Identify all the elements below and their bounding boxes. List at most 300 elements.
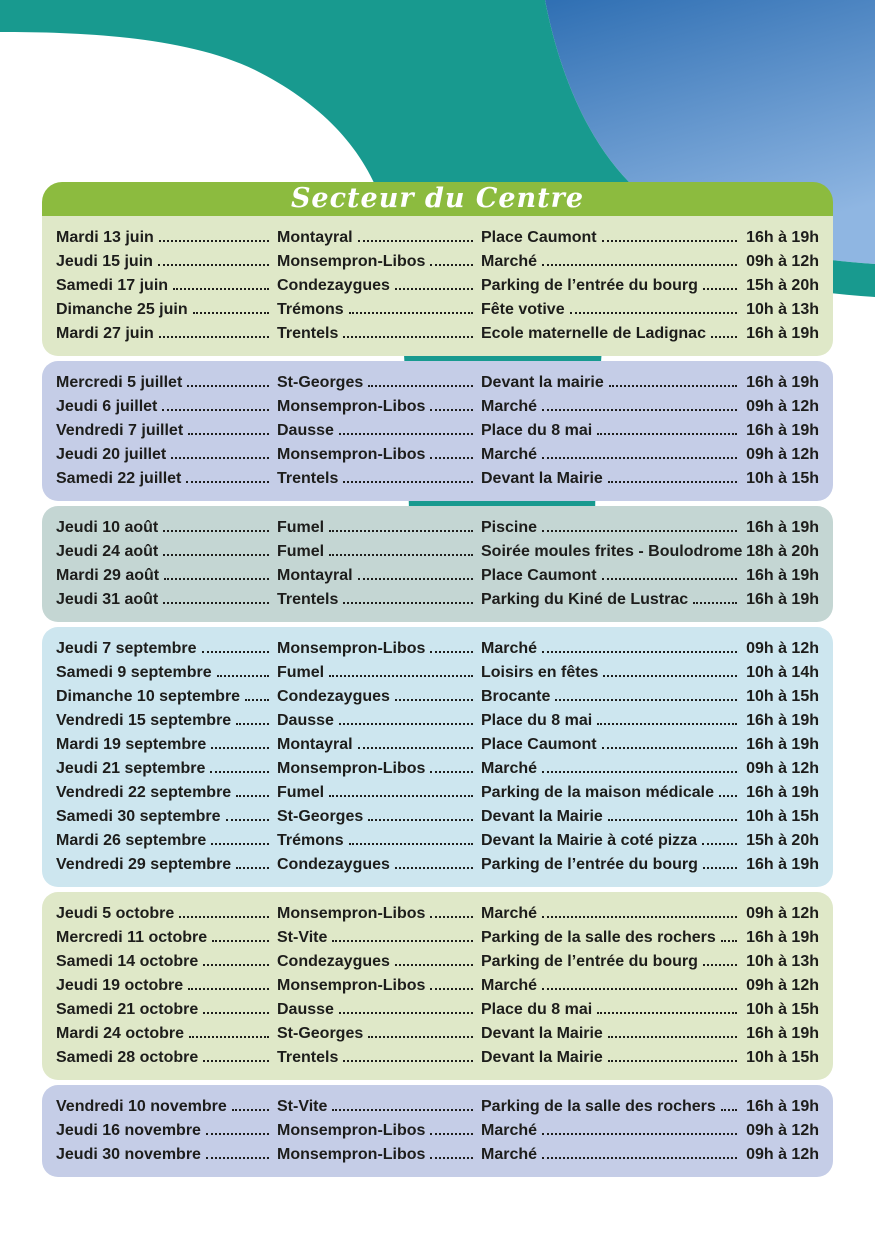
event-location-cell <box>277 664 481 682</box>
event-time-cell <box>745 422 819 440</box>
event-place-cell <box>481 253 745 271</box>
month-section-novembre <box>42 1085 833 1177</box>
event-location: Condezaygues <box>277 953 390 970</box>
event-date: Vendredi 10 novembre <box>56 1098 227 1115</box>
event-place: Devant la Mairie <box>481 1025 603 1042</box>
event-time-cell <box>745 784 819 802</box>
dotted-leader <box>349 312 473 314</box>
event-location: Fumel <box>277 664 325 681</box>
dotted-leader <box>608 481 737 483</box>
event-date-cell <box>56 1049 277 1067</box>
event-place: Marché <box>481 640 538 657</box>
event-location: Trentels <box>277 470 339 487</box>
event-date-cell <box>56 1025 277 1043</box>
dotted-leader <box>702 843 737 845</box>
dotted-leader <box>358 578 473 580</box>
event-location: Montayral <box>277 229 353 246</box>
event-location-cell <box>277 543 481 561</box>
dotted-leader <box>202 651 270 653</box>
table-row <box>56 853 819 877</box>
dotted-leader <box>171 457 269 459</box>
event-location-cell <box>277 905 481 923</box>
event-date: Mardi 19 septembre <box>56 736 207 753</box>
dotted-leader <box>542 651 737 653</box>
event-place: Ecole maternelle de Ladignac <box>481 325 706 342</box>
dotted-leader <box>542 457 737 459</box>
event-date: Jeudi 7 septembre <box>56 640 197 657</box>
event-date: Samedi 14 octobre <box>56 953 199 970</box>
event-place: Marché <box>481 398 538 415</box>
event-time: 10h à 15h <box>746 1001 819 1018</box>
dotted-leader <box>602 747 737 749</box>
event-time-cell <box>745 977 819 995</box>
event-place: Devant la Mairie <box>481 1049 603 1066</box>
event-location-cell <box>277 832 481 850</box>
event-time: 16h à 19h <box>746 1025 819 1042</box>
event-place: Marché <box>481 253 538 270</box>
event-time-cell <box>745 688 819 706</box>
event-time: 09h à 12h <box>746 1146 819 1163</box>
event-place: Marché <box>481 1146 538 1163</box>
event-date: Jeudi 31 août <box>56 591 159 608</box>
event-time: 16h à 19h <box>746 712 819 729</box>
event-date-cell <box>56 398 277 416</box>
event-location-cell <box>277 929 481 947</box>
table-row <box>56 902 819 926</box>
dotted-leader <box>206 1133 269 1135</box>
table-row <box>56 1022 819 1046</box>
event-time: 16h à 19h <box>746 567 819 584</box>
event-date-cell <box>56 422 277 440</box>
event-time: 16h à 19h <box>746 229 819 246</box>
event-location: Monsempron-Libos <box>277 977 426 994</box>
event-location-cell <box>277 277 481 295</box>
dotted-leader <box>163 554 269 556</box>
month-section-septembre <box>42 627 833 887</box>
event-location-cell <box>277 519 481 537</box>
event-date: Jeudi 10 août <box>56 519 159 536</box>
table-row <box>56 467 819 491</box>
dotted-leader <box>603 675 737 677</box>
event-time-cell <box>745 277 819 295</box>
dotted-leader <box>395 964 473 966</box>
dotted-leader <box>339 1012 473 1014</box>
event-date: Jeudi 6 juillet <box>56 398 158 415</box>
dotted-leader <box>542 1133 737 1135</box>
event-date: Samedi 21 octobre <box>56 1001 199 1018</box>
table-row <box>56 805 819 829</box>
event-time: 09h à 12h <box>746 977 819 994</box>
event-place: Parking de la maison médicale <box>481 784 714 801</box>
month-section-aout <box>42 506 833 622</box>
dotted-leader <box>703 964 737 966</box>
event-date-cell <box>56 832 277 850</box>
dotted-leader <box>395 699 473 701</box>
dotted-leader <box>555 699 737 701</box>
dotted-leader <box>245 699 269 701</box>
event-location: Montayral <box>277 736 353 753</box>
event-place-cell <box>481 470 745 488</box>
event-location-cell <box>277 712 481 730</box>
dotted-leader <box>211 843 269 845</box>
event-place: Parking de l’entrée du bourg <box>481 277 698 294</box>
table-row <box>56 685 819 709</box>
event-place-cell <box>481 591 745 609</box>
event-location: Monsempron-Libos <box>277 760 426 777</box>
event-time-cell <box>745 1001 819 1019</box>
dotted-leader <box>542 264 737 266</box>
dotted-leader <box>187 385 269 387</box>
event-location: Trentels <box>277 325 339 342</box>
dotted-leader <box>343 336 473 338</box>
event-location-cell <box>277 1049 481 1067</box>
event-location: Dausse <box>277 1001 334 1018</box>
dotted-leader <box>721 1109 737 1111</box>
event-place-cell <box>481 688 745 706</box>
event-time: 16h à 19h <box>746 856 819 873</box>
event-date: Dimanche 25 juin <box>56 301 188 318</box>
event-date-cell <box>56 736 277 754</box>
event-location: Dausse <box>277 422 334 439</box>
dotted-leader <box>430 988 473 990</box>
event-date: Samedi 28 octobre <box>56 1049 199 1066</box>
dotted-leader <box>339 723 473 725</box>
dotted-leader <box>203 964 269 966</box>
dotted-leader <box>358 747 473 749</box>
event-date: Jeudi 15 juin <box>56 253 153 270</box>
event-time-cell <box>745 712 819 730</box>
dotted-leader <box>430 916 473 918</box>
dotted-leader <box>597 433 737 435</box>
event-location: Trentels <box>277 591 339 608</box>
event-time-cell <box>745 325 819 343</box>
event-date: Mardi 13 juin <box>56 229 154 246</box>
event-time: 16h à 19h <box>746 422 819 439</box>
event-date-cell <box>56 760 277 778</box>
event-time: 09h à 12h <box>746 760 819 777</box>
table-row <box>56 274 819 298</box>
event-time-cell <box>745 543 819 561</box>
dotted-leader <box>329 554 473 556</box>
event-place-cell <box>481 1098 745 1116</box>
event-time-cell <box>745 808 819 826</box>
event-place: Piscine <box>481 519 538 536</box>
event-date-cell <box>56 977 277 995</box>
event-time-cell <box>745 760 819 778</box>
event-place: Parking de l’entrée du bourg <box>481 953 698 970</box>
dotted-leader <box>430 1157 473 1159</box>
event-place: Parking de la salle des rochers <box>481 929 716 946</box>
month-section-juillet <box>42 361 833 501</box>
event-place: Soirée moules frites - Boulodrome <box>481 543 743 560</box>
event-place-cell <box>481 808 745 826</box>
dotted-leader <box>430 1133 473 1135</box>
event-location: St-Georges <box>277 808 364 825</box>
event-date-cell <box>56 688 277 706</box>
dotted-leader <box>349 843 473 845</box>
dotted-leader <box>162 409 269 411</box>
dotted-leader <box>602 240 737 242</box>
event-location-cell <box>277 591 481 609</box>
event-location: Trémons <box>277 301 344 318</box>
dotted-leader <box>542 1157 737 1159</box>
event-place-cell <box>481 325 745 343</box>
event-time: 10h à 13h <box>746 301 819 318</box>
event-location-cell <box>277 1146 481 1164</box>
event-place-cell <box>481 301 745 319</box>
event-time: 16h à 19h <box>746 929 819 946</box>
event-date: Jeudi 30 novembre <box>56 1146 201 1163</box>
event-time: 16h à 19h <box>746 519 819 536</box>
event-time: 16h à 19h <box>746 591 819 608</box>
event-time: 16h à 19h <box>746 325 819 342</box>
dotted-leader <box>430 409 473 411</box>
event-date: Mercredi 11 octobre <box>56 929 208 946</box>
table-row <box>56 298 819 322</box>
event-place-cell <box>481 277 745 295</box>
event-place-cell <box>481 1001 745 1019</box>
table-row <box>56 371 819 395</box>
dotted-leader <box>721 940 737 942</box>
event-location: Monsempron-Libos <box>277 905 426 922</box>
event-place-cell <box>481 519 745 537</box>
table-row <box>56 1095 819 1119</box>
event-date-cell <box>56 229 277 247</box>
table-row <box>56 950 819 974</box>
event-time: 18h à 20h <box>746 543 819 560</box>
event-location: Monsempron-Libos <box>277 253 426 270</box>
dotted-leader <box>430 771 473 773</box>
event-place-cell <box>481 1146 745 1164</box>
event-time-cell <box>745 664 819 682</box>
event-date-cell <box>56 543 277 561</box>
event-place: Fête votive <box>481 301 565 318</box>
event-location-cell <box>277 567 481 585</box>
event-place: Marché <box>481 977 538 994</box>
event-time: 15h à 20h <box>746 277 819 294</box>
event-date-cell <box>56 325 277 343</box>
event-place-cell <box>481 1122 745 1140</box>
event-place-cell <box>481 374 745 392</box>
event-place-cell <box>481 398 745 416</box>
event-date-cell <box>56 784 277 802</box>
event-place: Parking de l’entrée du bourg <box>481 856 698 873</box>
event-place-cell <box>481 567 745 585</box>
table-row <box>56 540 819 564</box>
event-location-cell <box>277 301 481 319</box>
event-time: 10h à 15h <box>746 1049 819 1066</box>
dotted-leader <box>232 1109 269 1111</box>
dotted-leader <box>570 312 737 314</box>
dotted-leader <box>703 288 737 290</box>
dotted-leader <box>329 795 473 797</box>
event-time-cell <box>745 905 819 923</box>
table-row <box>56 564 819 588</box>
dotted-leader <box>693 602 737 604</box>
event-location-cell <box>277 398 481 416</box>
event-time: 09h à 12h <box>746 253 819 270</box>
dotted-leader <box>597 723 737 725</box>
event-location-cell <box>277 953 481 971</box>
event-time-cell <box>745 1025 819 1043</box>
event-place-cell <box>481 712 745 730</box>
dotted-leader <box>211 747 269 749</box>
event-time-cell <box>745 301 819 319</box>
event-date: Mardi 29 août <box>56 567 160 584</box>
event-location-cell <box>277 808 481 826</box>
event-location: St-Georges <box>277 374 364 391</box>
dotted-leader <box>343 602 473 604</box>
event-place-cell <box>481 422 745 440</box>
dotted-leader <box>609 385 737 387</box>
event-location: Condezaygues <box>277 277 390 294</box>
event-location: Condezaygues <box>277 856 390 873</box>
dotted-leader <box>343 1060 473 1062</box>
event-time-cell <box>745 567 819 585</box>
event-date: Mardi 24 octobre <box>56 1025 185 1042</box>
table-row <box>56 829 819 853</box>
event-time: 16h à 19h <box>746 374 819 391</box>
event-date-cell <box>56 591 277 609</box>
event-location-cell <box>277 446 481 464</box>
event-location-cell <box>277 422 481 440</box>
event-date-cell <box>56 664 277 682</box>
event-place: Devant la mairie <box>481 374 604 391</box>
event-place-cell <box>481 760 745 778</box>
event-time-cell <box>745 1146 819 1164</box>
dotted-leader <box>329 675 473 677</box>
event-date-cell <box>56 301 277 319</box>
event-place: Marché <box>481 905 538 922</box>
event-time: 10h à 15h <box>746 808 819 825</box>
event-location: Trentels <box>277 1049 339 1066</box>
dotted-leader <box>236 795 269 797</box>
dotted-leader <box>159 336 269 338</box>
event-location-cell <box>277 325 481 343</box>
event-place: Brocante <box>481 688 551 705</box>
event-place-cell <box>481 543 745 561</box>
event-time-cell <box>745 1049 819 1067</box>
event-date-cell <box>56 640 277 658</box>
dotted-leader <box>368 385 473 387</box>
event-time-cell <box>745 519 819 537</box>
event-date-cell <box>56 712 277 730</box>
section-header-bar <box>42 182 833 216</box>
dotted-leader <box>608 819 737 821</box>
dotted-leader <box>542 916 737 918</box>
event-place: Marché <box>481 760 538 777</box>
event-place-cell <box>481 640 745 658</box>
dotted-leader <box>193 312 269 314</box>
event-date-cell <box>56 1098 277 1116</box>
table-row <box>56 1119 819 1143</box>
event-date: Samedi 9 septembre <box>56 664 212 681</box>
dotted-leader <box>602 578 737 580</box>
schedule-sections <box>42 216 833 1177</box>
dotted-leader <box>210 771 269 773</box>
event-date-cell <box>56 446 277 464</box>
dotted-leader <box>186 481 269 483</box>
event-location-cell <box>277 253 481 271</box>
event-date-cell <box>56 1146 277 1164</box>
event-date: Samedi 30 septembre <box>56 808 221 825</box>
table-row <box>56 637 819 661</box>
event-time: 10h à 13h <box>746 953 819 970</box>
event-place: Place Caumont <box>481 229 597 246</box>
event-location: Condezaygues <box>277 688 390 705</box>
event-time: 10h à 15h <box>746 470 819 487</box>
event-location: Fumel <box>277 519 325 536</box>
dotted-leader <box>542 771 737 773</box>
event-date: Jeudi 16 novembre <box>56 1122 201 1139</box>
event-time-cell <box>745 1122 819 1140</box>
event-place-cell <box>481 977 745 995</box>
table-row <box>56 926 819 950</box>
table-row <box>56 974 819 998</box>
event-place-cell <box>481 905 745 923</box>
event-time-cell <box>745 253 819 271</box>
dotted-leader <box>339 433 473 435</box>
event-place-cell <box>481 784 745 802</box>
dotted-leader <box>430 651 473 653</box>
event-location: Dausse <box>277 712 334 729</box>
event-place-cell <box>481 1049 745 1067</box>
event-time: 09h à 12h <box>746 1122 819 1139</box>
event-time-cell <box>745 736 819 754</box>
event-time-cell <box>745 374 819 392</box>
table-row <box>56 757 819 781</box>
event-date: Vendredi 15 septembre <box>56 712 232 729</box>
table-row <box>56 709 819 733</box>
page-title: Secteur du Centre <box>290 182 585 214</box>
event-time-cell <box>745 470 819 488</box>
event-location-cell <box>277 640 481 658</box>
dotted-leader <box>212 940 269 942</box>
dotted-leader <box>226 819 269 821</box>
event-location-cell <box>277 1122 481 1140</box>
dotted-leader <box>368 1036 473 1038</box>
table-row <box>56 733 819 757</box>
event-date: Mardi 27 juin <box>56 325 154 342</box>
event-place-cell <box>481 929 745 947</box>
event-location: Fumel <box>277 784 325 801</box>
event-place: Place Caumont <box>481 736 597 753</box>
event-time: 16h à 19h <box>746 736 819 753</box>
table-row <box>56 661 819 685</box>
event-date: Jeudi 24 août <box>56 543 159 560</box>
event-place-cell <box>481 856 745 874</box>
event-date-cell <box>56 374 277 392</box>
event-location: Monsempron-Libos <box>277 398 426 415</box>
event-place: Parking du Kiné de Lustrac <box>481 591 689 608</box>
event-date-cell <box>56 470 277 488</box>
dotted-leader <box>159 240 269 242</box>
table-row <box>56 322 819 346</box>
event-time: 09h à 12h <box>746 905 819 922</box>
event-location-cell <box>277 856 481 874</box>
event-time: 09h à 12h <box>746 446 819 463</box>
event-date-cell <box>56 808 277 826</box>
dotted-leader <box>608 1060 737 1062</box>
event-time: 09h à 12h <box>746 398 819 415</box>
event-location-cell <box>277 760 481 778</box>
dotted-leader <box>597 1012 737 1014</box>
table-row <box>56 1046 819 1070</box>
event-date-cell <box>56 253 277 271</box>
event-location-cell <box>277 1025 481 1043</box>
event-place-cell <box>481 1025 745 1043</box>
event-location-cell <box>277 688 481 706</box>
